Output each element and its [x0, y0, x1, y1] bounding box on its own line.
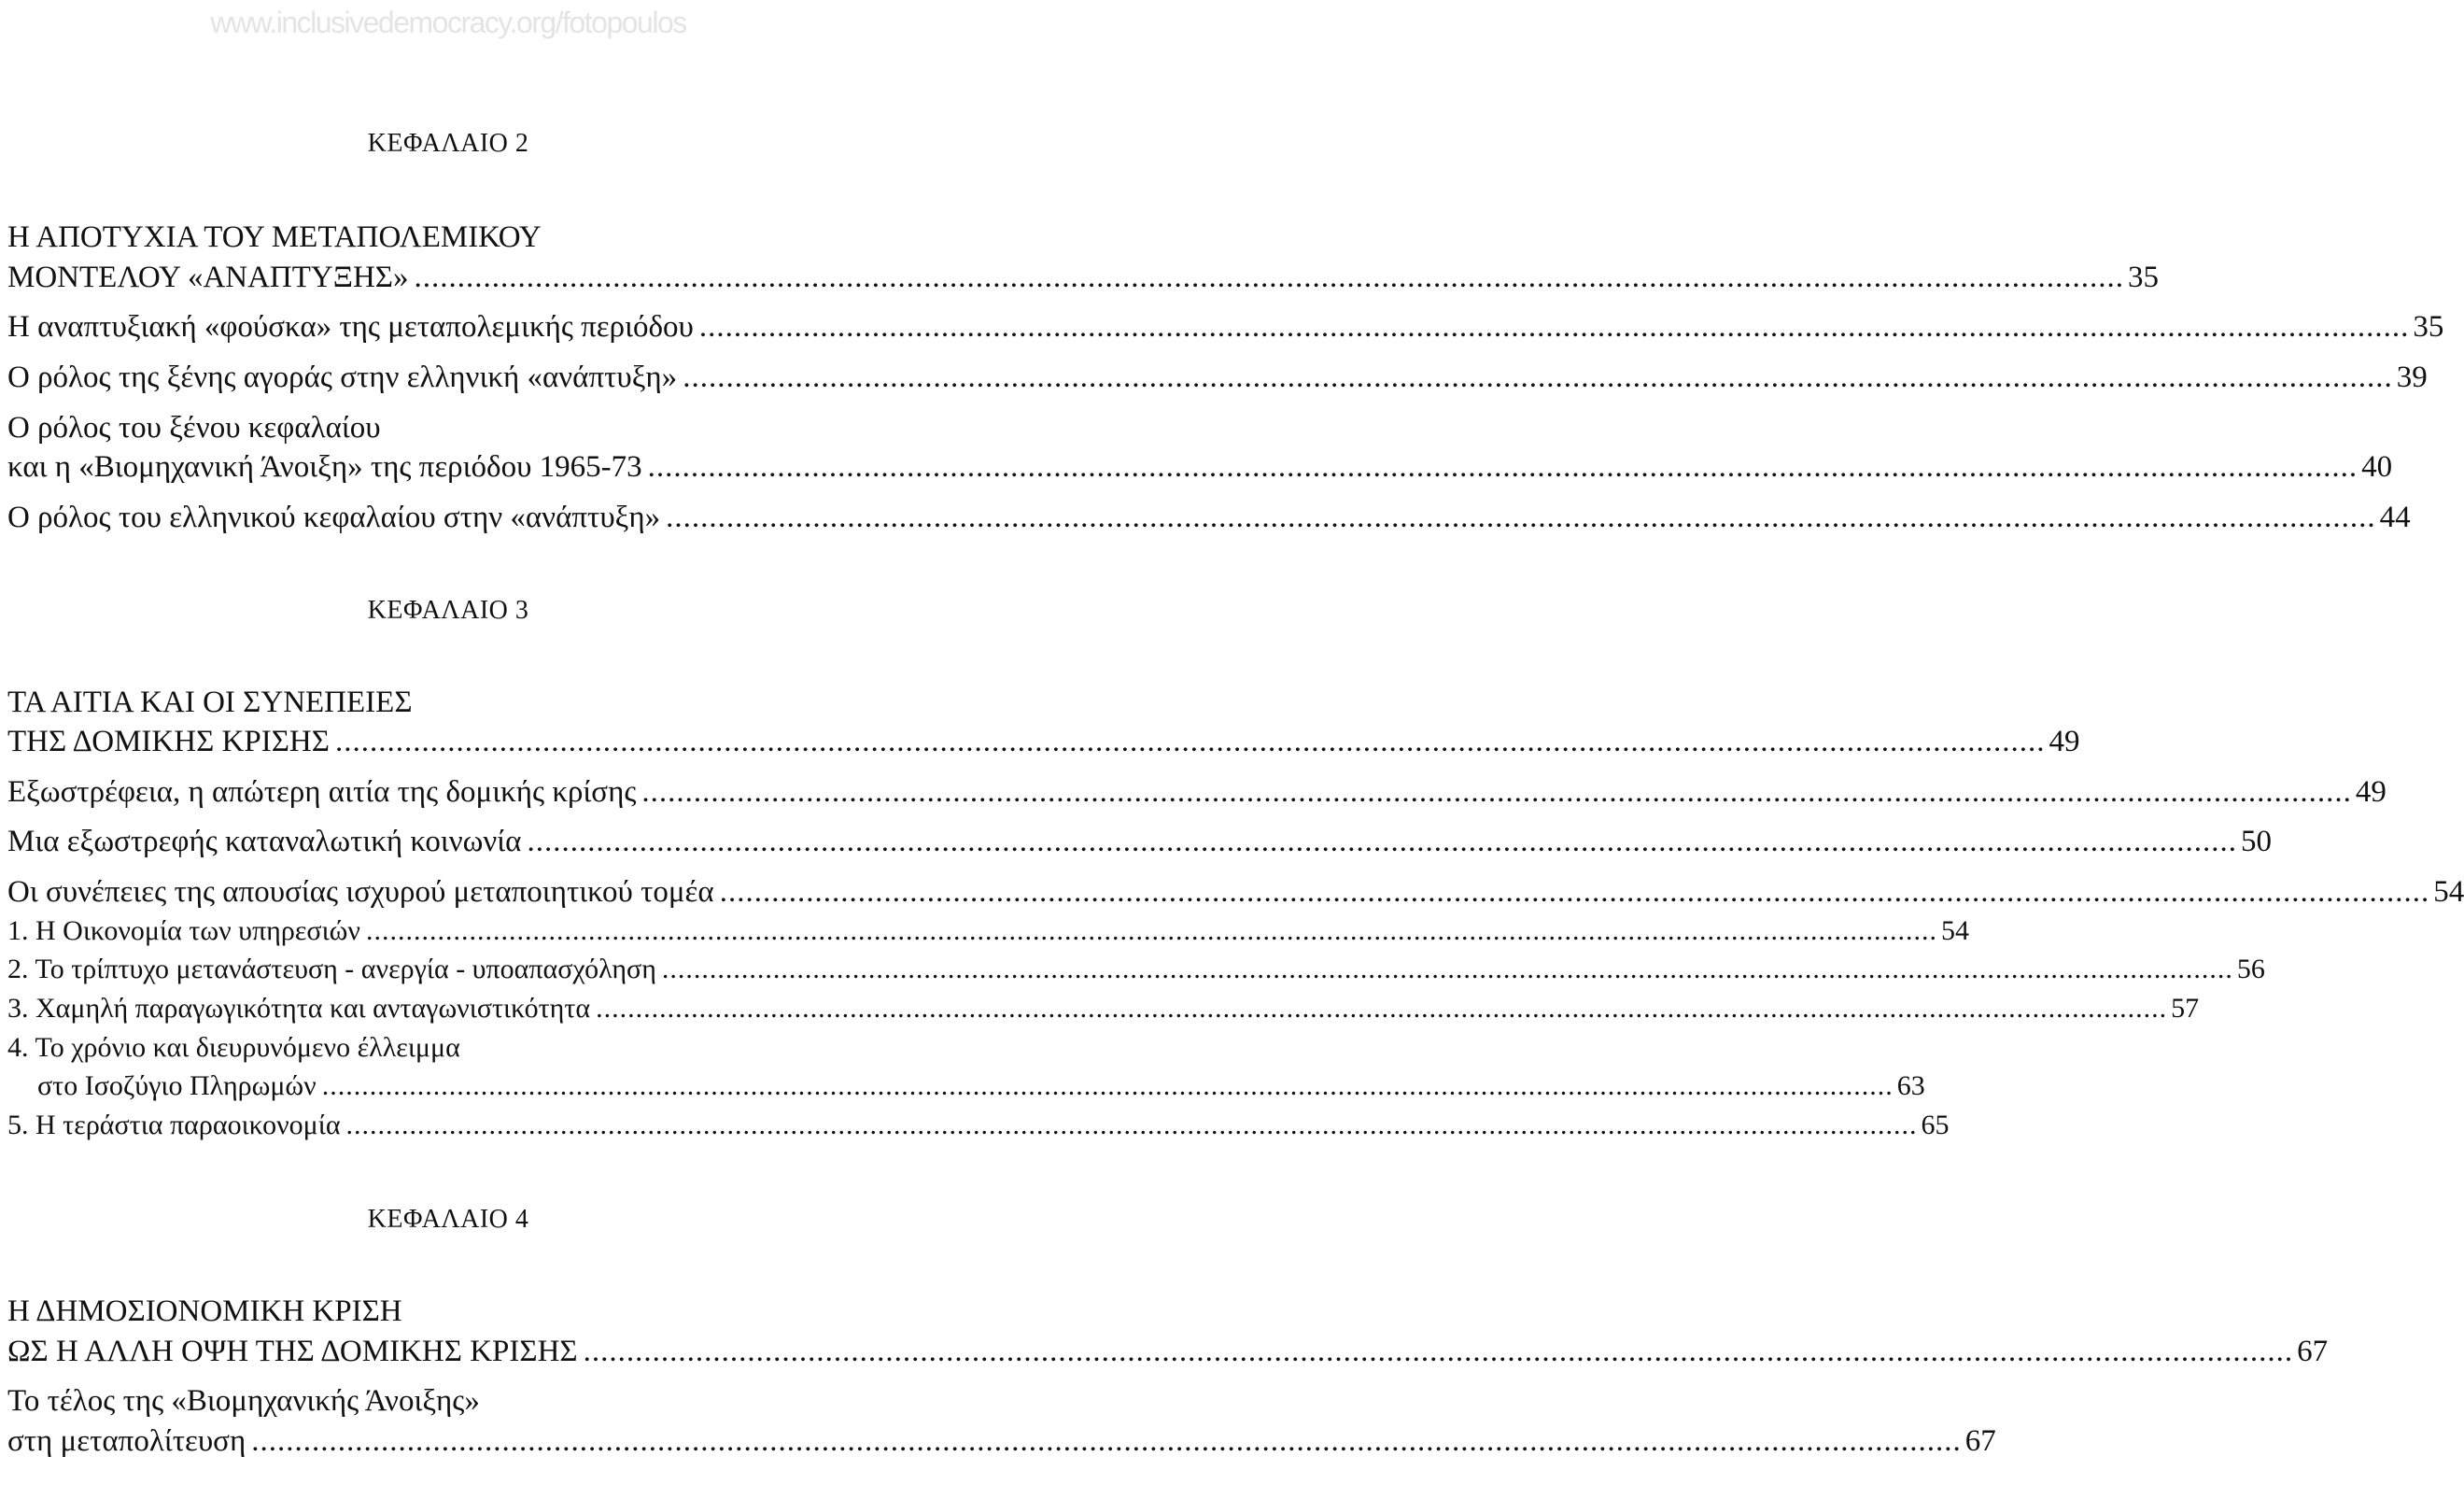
toc-page-number: 39	[2396, 361, 2428, 394]
dot-leader	[415, 261, 2125, 295]
dot-leader	[662, 954, 2233, 985]
toc-entry	[7, 1294, 889, 1332]
dot-leader	[648, 450, 2358, 485]
toc-entry-title: Η αναπτυξιακή «φούσκα» της μεταπολεμικής περιόδου	[7, 310, 694, 344]
toc-entry[interactable]	[7, 310, 2444, 347]
toc-entry[interactable]	[7, 450, 2393, 488]
toc-entry-title: στη μεταπολίτευση	[7, 1424, 246, 1458]
chapter-2-heading: ΚΕΦΑΛΑΙΟ 2	[367, 129, 529, 158]
toc-entry	[7, 686, 889, 723]
dot-leader	[251, 1424, 1962, 1459]
dot-leader	[527, 825, 2237, 859]
toc-entry[interactable]	[7, 775, 2387, 813]
toc-entry-title: ΤΑ ΑΙΤΙΑ ΚΑΙ ΟΙ ΣΥΝΕΠΕΙΕΣ	[7, 686, 413, 719]
dot-leader	[683, 361, 2393, 395]
toc-entry[interactable]	[7, 261, 2160, 298]
toc-entry	[7, 411, 889, 448]
toc-page-number: 67	[2297, 1335, 2329, 1368]
toc-entry[interactable]	[7, 361, 2428, 398]
toc-entry-title: 2. Το τρίπτυχο μετανάστευση - ανεργία - υποαπασχόληση	[7, 954, 656, 984]
dot-leader	[720, 875, 2430, 910]
toc-entry-title: Οι συνέπειες της απουσίας ισχυρού μεταποιητικού τομέα	[7, 875, 714, 909]
toc-entry	[7, 1384, 889, 1421]
toc-page-number: 65	[1921, 1110, 1950, 1140]
toc-entry-title: 5. Η τεράστια παραοικονομία	[7, 1110, 341, 1140]
toc-entry-title: ΩΣ Η ΑΛΛΗ ΟΨΗ ΤΗΣ ΔΟΜΙΚΗΣ ΚΡΙΣΗΣ	[7, 1335, 578, 1368]
toc-page-number: 57	[2171, 993, 2200, 1024]
toc-entry-title: 1. Η Οικονομία των υπηρεσιών	[7, 915, 360, 946]
dot-leader	[584, 1335, 2294, 1369]
toc-page-number: 40	[2361, 450, 2393, 484]
chapter-3-heading: ΚΕΦΑΛΑΙΟ 3	[367, 596, 529, 625]
toc-page-number: 50	[2240, 825, 2272, 858]
dot-leader	[366, 915, 1937, 947]
toc-entry-title: ΤΗΣ ΔΟΜΙΚΗΣ ΚΡΙΣΗΣ	[7, 725, 330, 758]
toc-page-number: 35	[2128, 261, 2160, 294]
watermark-url: www.inclusivedemocracy.org/fotopoulos	[210, 6, 686, 39]
toc-entry-title: Ο ρόλος του ξένου κεφαλαίου	[7, 411, 381, 445]
toc-entry[interactable]	[7, 915, 1969, 953]
dot-leader	[596, 993, 2167, 1025]
toc-entry[interactable]	[7, 954, 2265, 991]
toc-page-number: 35	[2413, 310, 2444, 344]
toc-page-number: 54	[1940, 915, 1969, 946]
toc-entry-title: Ο ρόλος του ελληνικού κεφαλαίου στην «ανάπτυξη»	[7, 501, 661, 534]
toc-entry-title: 4. Το χρόνιο και διευρυνόμενο έλλειμμα	[7, 1032, 460, 1063]
toc-entry[interactable]	[7, 501, 2411, 538]
toc-entry-title: ΜΟΝΤΕΛΟΥ «ΑΝΑΠΤΥΞΗΣ»	[7, 261, 409, 294]
toc-entry[interactable]	[7, 825, 2272, 862]
toc-entry[interactable]	[7, 725, 2080, 762]
dot-leader	[699, 310, 2410, 345]
toc-entry[interactable]	[7, 875, 2464, 912]
dot-leader	[666, 501, 2376, 535]
toc-entry[interactable]	[7, 1424, 1996, 1462]
dot-leader	[335, 725, 2046, 759]
toc-entry[interactable]	[7, 1335, 2329, 1372]
toc-page-number: 49	[2355, 775, 2387, 809]
toc-page-number: 56	[2236, 954, 2265, 984]
dot-leader	[322, 1070, 1894, 1102]
toc-entry-title: Εξωστρέφεια, η απώτερη αιτία της δομικής κρίσης	[7, 775, 637, 809]
toc-entry-title: και η «Βιομηχανική Άνοιξη» της περιόδου 1965-73	[7, 450, 642, 484]
toc-entry-title: Η ΑΠΟΤΥΧΙΑ ΤΟΥ ΜΕΤΑΠΟΛΕΜΙΚΟΥ	[7, 220, 542, 254]
toc-entry[interactable]	[7, 1110, 1950, 1147]
chapter-4-heading: ΚΕΦΑΛΑΙΟ 4	[367, 1205, 529, 1234]
toc-entry-title: Μια εξωστρεφής καταναλωτική κοινωνία	[7, 825, 522, 858]
toc-entry[interactable]	[7, 993, 2200, 1030]
dot-leader	[346, 1110, 1918, 1141]
toc-page-number: 44	[2379, 501, 2411, 534]
toc-entry-title: 3. Χαμηλή παραγωγικότητα και ανταγωνιστικότητα	[7, 993, 591, 1024]
toc-entry-title: στο Ισοζύγιο Πληρωμών	[37, 1070, 317, 1101]
toc-entry[interactable]	[7, 1070, 1925, 1108]
toc-entry	[7, 1032, 889, 1069]
toc-entry	[7, 220, 889, 258]
toc-page-number: 54	[2433, 875, 2464, 909]
toc-page-number: 63	[1896, 1070, 1925, 1101]
toc-entry-title: Ο ρόλος της ξένης αγοράς στην ελληνική «ανάπτυξη»	[7, 361, 678, 394]
toc-page-number: 67	[1964, 1424, 1996, 1458]
toc-entry-title: Η ΔΗΜΟΣΙΟΝΟΜΙΚΗ ΚΡΙΣΗ	[7, 1294, 402, 1328]
toc-page-number: 49	[2049, 725, 2080, 758]
toc-entry-title: Το τέλος της «Βιομηχανικής Άνοιξης»	[7, 1384, 480, 1418]
dot-leader	[641, 775, 2352, 810]
